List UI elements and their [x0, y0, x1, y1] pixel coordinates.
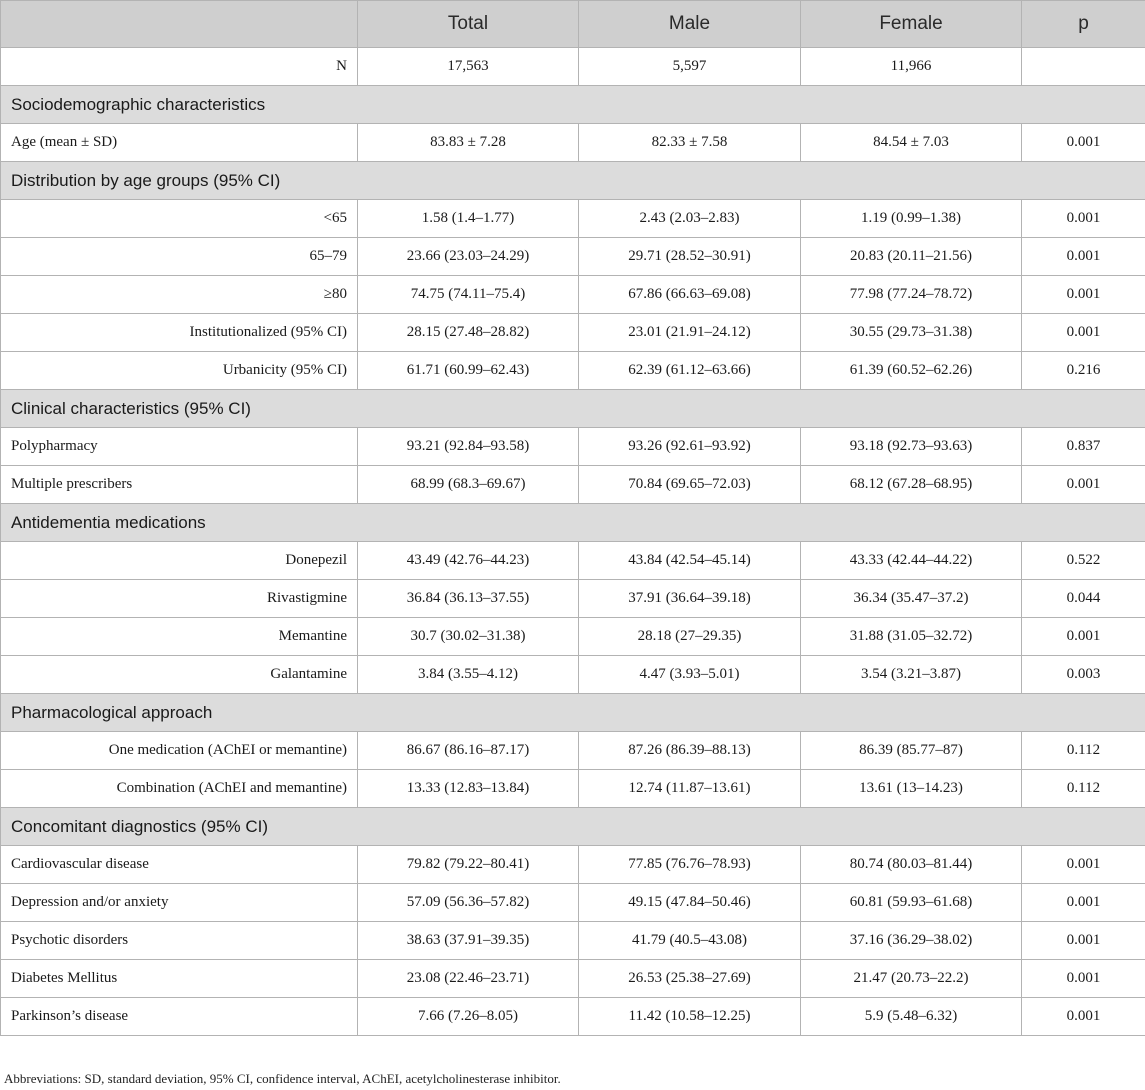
table-row [1, 998, 1145, 1036]
cell-total: 74.75 (74.11–75.4) [358, 276, 579, 314]
cell-female: 11,966 [801, 48, 1022, 86]
row-label: Age (mean ± SD) [1, 124, 358, 162]
section-header-row [1, 808, 1145, 846]
row-label: <65 [1, 200, 358, 238]
cell-total: 30.7 (30.02–31.38) [358, 618, 579, 656]
cell-male: 93.26 (92.61–93.92) [579, 428, 801, 466]
table-row [1, 846, 1145, 884]
cell-male: 29.71 (28.52–30.91) [579, 238, 801, 276]
cell-p: 0.001 [1022, 238, 1145, 276]
cell-total: 7.66 (7.26–8.05) [358, 998, 579, 1036]
row-label: Polypharmacy [1, 428, 358, 466]
cell-male: 12.74 (11.87–13.61) [579, 770, 801, 808]
row-label: ≥80 [1, 276, 358, 314]
cell-p: 0.001 [1022, 466, 1145, 504]
cell-p: 0.001 [1022, 124, 1145, 162]
cell-total: 3.84 (3.55–4.12) [358, 656, 579, 694]
row-label: Cardiovascular disease [1, 846, 358, 884]
cell-male: 41.79 (40.5–43.08) [579, 922, 801, 960]
cell-male: 28.18 (27–29.35) [579, 618, 801, 656]
table-header [1, 1, 1145, 48]
cell-total: 23.08 (22.46–23.71) [358, 960, 579, 998]
section-title: Pharmacological approach [1, 694, 1145, 732]
header-total: Total [358, 1, 579, 48]
header-p: p [1022, 1, 1145, 48]
cell-male: 43.84 (42.54–45.14) [579, 542, 801, 580]
cell-female: 86.39 (85.77–87) [801, 732, 1022, 770]
cell-p: 0.001 [1022, 922, 1145, 960]
table-row [1, 732, 1145, 770]
row-label: N [1, 48, 358, 86]
cell-male: 5,597 [579, 48, 801, 86]
section-title: Distribution by age groups (95% CI) [1, 162, 1145, 200]
cell-p: 0.001 [1022, 276, 1145, 314]
header-female: Female [801, 1, 1022, 48]
cell-male: 11.42 (10.58–12.25) [579, 998, 801, 1036]
cell-total: 17,563 [358, 48, 579, 86]
cell-p: 0.837 [1022, 428, 1145, 466]
cell-p: 0.044 [1022, 580, 1145, 618]
cell-female: 77.98 (77.24–78.72) [801, 276, 1022, 314]
row-label: Memantine [1, 618, 358, 656]
row-label: Institutionalized (95% CI) [1, 314, 358, 352]
header-male: Male [579, 1, 801, 48]
cell-p: 0.001 [1022, 884, 1145, 922]
cell-male: 87.26 (86.39–88.13) [579, 732, 801, 770]
cell-female: 84.54 ± 7.03 [801, 124, 1022, 162]
section-header-row [1, 162, 1145, 200]
cell-total: 43.49 (42.76–44.23) [358, 542, 579, 580]
table-row [1, 200, 1145, 238]
cell-total: 1.58 (1.4–1.77) [358, 200, 579, 238]
cell-total: 79.82 (79.22–80.41) [358, 846, 579, 884]
row-label: Rivastigmine [1, 580, 358, 618]
cell-p: 0.001 [1022, 960, 1145, 998]
row-label: Diabetes Mellitus [1, 960, 358, 998]
cell-p: 0.001 [1022, 200, 1145, 238]
table-row [1, 124, 1145, 162]
cell-male: 23.01 (21.91–24.12) [579, 314, 801, 352]
table-row [1, 922, 1145, 960]
row-label: Combination (AChEI and memantine) [1, 770, 358, 808]
cell-male: 70.84 (69.65–72.03) [579, 466, 801, 504]
cell-total: 61.71 (60.99–62.43) [358, 352, 579, 390]
cell-p: 0.001 [1022, 998, 1145, 1036]
cell-p: 0.112 [1022, 770, 1145, 808]
table-row [1, 960, 1145, 998]
cell-p [1022, 48, 1145, 86]
cell-male: 62.39 (61.12–63.66) [579, 352, 801, 390]
cell-total: 28.15 (27.48–28.82) [358, 314, 579, 352]
cell-female: 1.19 (0.99–1.38) [801, 200, 1022, 238]
cell-female: 43.33 (42.44–44.22) [801, 542, 1022, 580]
cell-female: 20.83 (20.11–21.56) [801, 238, 1022, 276]
section-header-row [1, 694, 1145, 732]
row-label: Multiple prescribers [1, 466, 358, 504]
section-title: Concomitant diagnostics (95% CI) [1, 808, 1145, 846]
table-row [1, 656, 1145, 694]
cell-female: 5.9 (5.48–6.32) [801, 998, 1022, 1036]
row-label: Donepezil [1, 542, 358, 580]
cell-p: 0.001 [1022, 618, 1145, 656]
cell-total: 86.67 (86.16–87.17) [358, 732, 579, 770]
cell-total: 68.99 (68.3–69.67) [358, 466, 579, 504]
cell-p: 0.001 [1022, 314, 1145, 352]
cell-total: 23.66 (23.03–24.29) [358, 238, 579, 276]
table-row [1, 276, 1145, 314]
header-blank [1, 1, 358, 48]
section-title: Sociodemographic characteristics [1, 86, 1145, 124]
row-label: Psychotic disorders [1, 922, 358, 960]
cell-total: 83.83 ± 7.28 [358, 124, 579, 162]
cell-female: 60.81 (59.93–61.68) [801, 884, 1022, 922]
table-row [1, 618, 1145, 656]
cell-male: 82.33 ± 7.58 [579, 124, 801, 162]
table-row [1, 580, 1145, 618]
footnote: Abbreviations: SD, standard deviation, 95% CI, confidence interval, AChEI, acetylcholinesterase inhibitor. [4, 1071, 561, 1086]
section-header-row [1, 86, 1145, 124]
cell-p: 0.003 [1022, 656, 1145, 694]
cell-total: 38.63 (37.91–39.35) [358, 922, 579, 960]
cell-female: 93.18 (92.73–93.63) [801, 428, 1022, 466]
row-label: Galantamine [1, 656, 358, 694]
table-row [1, 314, 1145, 352]
table-row [1, 238, 1145, 276]
section-title: Antidementia medications [1, 504, 1145, 542]
cell-male: 26.53 (25.38–27.69) [579, 960, 801, 998]
cell-female: 61.39 (60.52–62.26) [801, 352, 1022, 390]
cell-female: 80.74 (80.03–81.44) [801, 846, 1022, 884]
cell-male: 2.43 (2.03–2.83) [579, 200, 801, 238]
cell-male: 4.47 (3.93–5.01) [579, 656, 801, 694]
table-row [1, 466, 1145, 504]
section-title: Clinical characteristics (95% CI) [1, 390, 1145, 428]
cell-male: 49.15 (47.84–50.46) [579, 884, 801, 922]
table-body [1, 48, 1145, 1036]
table-row [1, 770, 1145, 808]
section-header-row [1, 390, 1145, 428]
header-row [1, 1, 1145, 48]
cell-female: 31.88 (31.05–32.72) [801, 618, 1022, 656]
cell-female: 13.61 (13–14.23) [801, 770, 1022, 808]
cell-total: 13.33 (12.83–13.84) [358, 770, 579, 808]
cell-p: 0.216 [1022, 352, 1145, 390]
cell-female: 36.34 (35.47–37.2) [801, 580, 1022, 618]
row-label: 65–79 [1, 238, 358, 276]
cell-female: 68.12 (67.28–68.95) [801, 466, 1022, 504]
cell-total: 93.21 (92.84–93.58) [358, 428, 579, 466]
row-label: Parkinson’s disease [1, 998, 358, 1036]
row-label: Depression and/or anxiety [1, 884, 358, 922]
cell-female: 21.47 (20.73–22.2) [801, 960, 1022, 998]
cell-male: 77.85 (76.76–78.93) [579, 846, 801, 884]
cell-male: 37.91 (36.64–39.18) [579, 580, 801, 618]
row-label: One medication (AChEI or memantine) [1, 732, 358, 770]
cell-total: 36.84 (36.13–37.55) [358, 580, 579, 618]
cell-female: 30.55 (29.73–31.38) [801, 314, 1022, 352]
cell-p: 0.001 [1022, 846, 1145, 884]
cell-female: 3.54 (3.21–3.87) [801, 656, 1022, 694]
table-row [1, 428, 1145, 466]
table-row [1, 352, 1145, 390]
table-row [1, 48, 1145, 86]
cell-p: 0.112 [1022, 732, 1145, 770]
cell-female: 37.16 (36.29–38.02) [801, 922, 1022, 960]
section-header-row [1, 504, 1145, 542]
cell-male: 67.86 (66.63–69.08) [579, 276, 801, 314]
table-row [1, 542, 1145, 580]
cell-p: 0.522 [1022, 542, 1145, 580]
cell-total: 57.09 (56.36–57.82) [358, 884, 579, 922]
table-row [1, 884, 1145, 922]
row-label: Urbanicity (95% CI) [1, 352, 358, 390]
